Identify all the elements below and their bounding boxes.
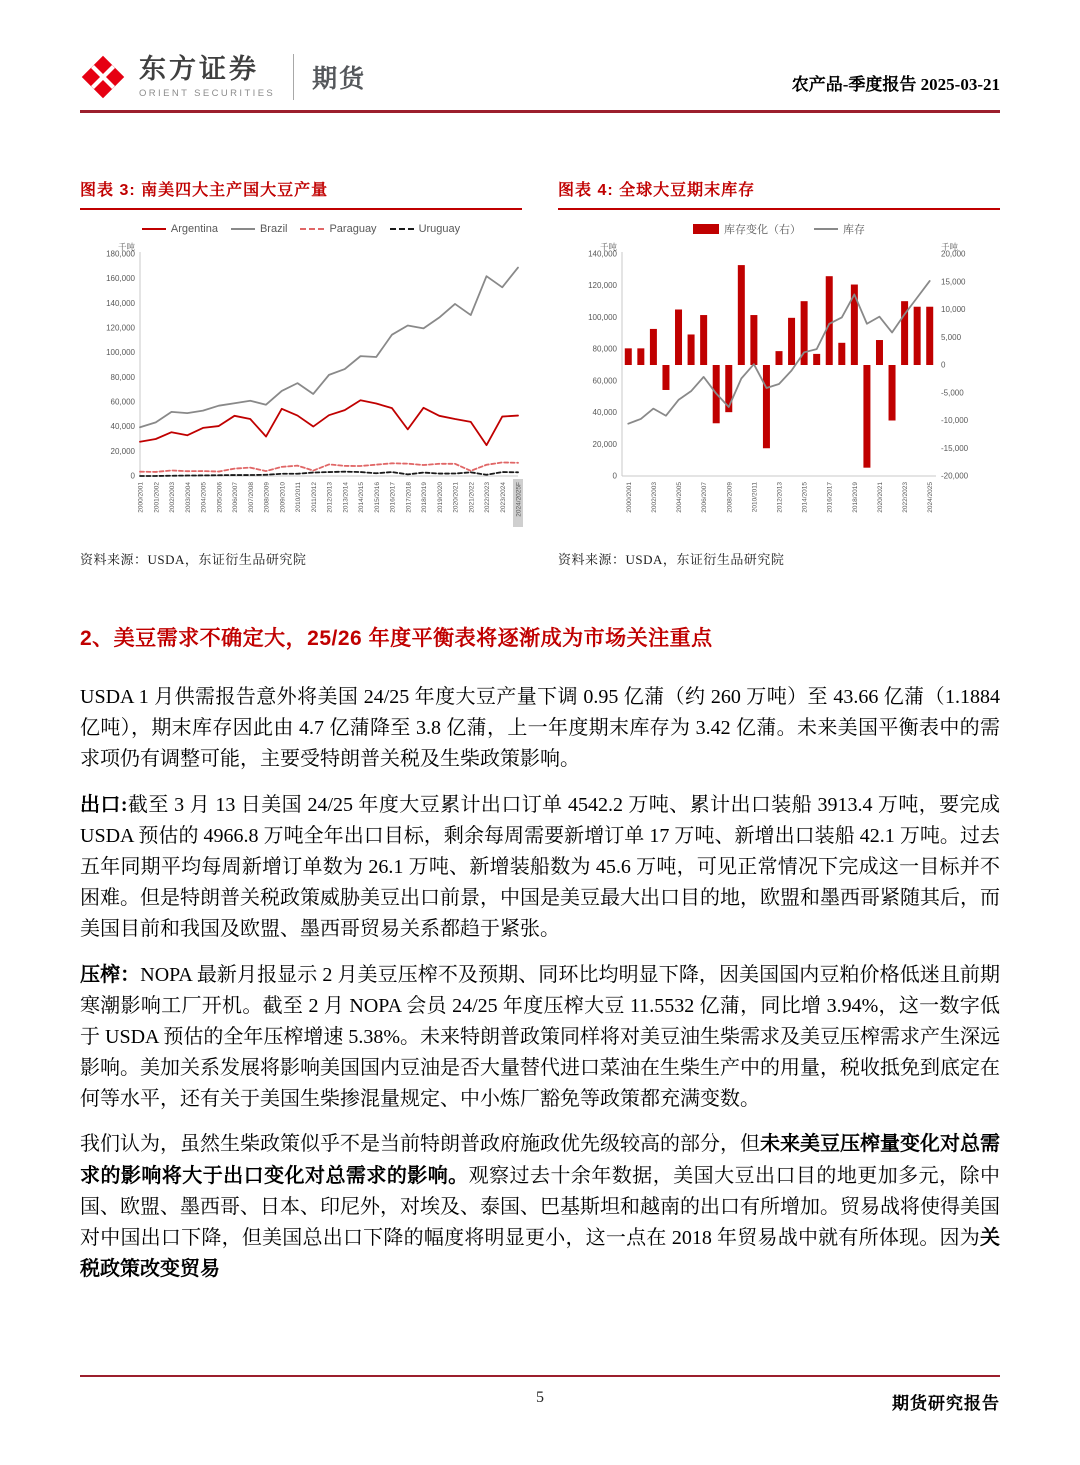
svg-text:60,000: 60,000 — [592, 376, 617, 386]
svg-text:2008/2009: 2008/2009 — [726, 482, 734, 513]
figure-4-source: 资料来源：USDA，东证衍生品研究院 — [558, 552, 785, 567]
svg-text:2021/2022: 2021/2022 — [468, 482, 476, 513]
division-label: 期货 — [312, 65, 367, 93]
legend-item-stock-change — [693, 221, 801, 237]
svg-text:2019/2020: 2019/2020 — [436, 482, 444, 513]
orient-securities-logo-icon — [80, 54, 126, 100]
svg-text:2013/2014: 2013/2014 — [342, 482, 350, 513]
soybean-production-line-chart — [80, 240, 522, 545]
body-text — [80, 682, 1000, 1285]
footer-report-label: 期货研究报告 — [892, 1394, 1000, 1413]
svg-text:2012/2013: 2012/2013 — [326, 482, 334, 513]
svg-text:20,000: 20,000 — [592, 439, 617, 449]
svg-text:2004/2005: 2004/2005 — [200, 482, 208, 513]
brazil-line-swatch-icon — [231, 228, 255, 230]
figure-3 — [80, 177, 522, 568]
report-header — [80, 0, 1000, 100]
svg-text:100,000: 100,000 — [588, 312, 617, 322]
svg-text:2001/2002: 2001/2002 — [153, 482, 161, 513]
svg-text:-20,000: -20,000 — [941, 471, 969, 481]
svg-text:2016/2017: 2016/2017 — [389, 482, 397, 513]
legend-label: 库存 — [843, 224, 865, 236]
svg-text:10,000: 10,000 — [941, 305, 966, 314]
svg-text:2014/2015: 2014/2015 — [801, 482, 809, 513]
svg-text:2000/2001: 2000/2001 — [137, 482, 145, 513]
stock-change-bar-swatch-icon — [693, 224, 719, 234]
svg-text:2018/2019: 2018/2019 — [851, 482, 859, 513]
svg-text:2003/2004: 2003/2004 — [184, 482, 192, 513]
uruguay-dashed-swatch-icon — [390, 228, 414, 230]
header-rule — [80, 110, 1000, 113]
brand-divider — [293, 54, 294, 100]
legend-item-stock — [814, 221, 865, 237]
body-paragraph: 我们认为，虽然生柴政策似乎不是当前特朗普政府施政优先级较高的部分，但未来美豆压榨量变化对总需求的影响将大于出口变化对总需求的影响。观察过去十余年数据，美国大豆出口目的地更加多元，除中国、欧盟、墨西哥、日本、印尼外，对埃及、泰国、巴基斯坦和越南的出口有所增加。贸易战将使得美国对中国出口下降，但美国总出口下降的幅度将明显更小，这一点在 2018 年贸易战中就有所体现。因为关税政策改变贸易 — [80, 1133, 1001, 1281]
figure-3-source: 资料来源：USDA，东证衍生品研究院 — [80, 552, 307, 567]
svg-text:40,000: 40,000 — [110, 422, 135, 432]
svg-text:15,000: 15,000 — [941, 277, 966, 287]
svg-text:2006/2007: 2006/2007 — [701, 482, 709, 513]
svg-text:2023/2024: 2023/2024 — [499, 482, 507, 513]
svg-text:160,000: 160,000 — [106, 274, 135, 284]
report-meta — [792, 70, 1000, 100]
svg-text:2009/2010: 2009/2010 — [279, 482, 287, 513]
svg-text:2006/2007: 2006/2007 — [232, 482, 239, 513]
body-paragraph: 出口:截至 3 月 13 日美国 24/25 年度大豆累计出口订单 4542.2 万吨、累计出口装船 3913.4 万吨，要完成 USDA 预估的 4966.8 万吨全年出口目标，剩余每周需要新增订单 17 万吨、新增出口装船 42.1 万吨。过去五年同期平均每周新增订单数为 26.1 万吨、新增装船数为 45.6 万吨，可见正常情况下完成这一目标并不困难。但是特朗普关税政策威胁美豆出口前景，中国是美豆最大出口目的地，欧盟和墨西哥紧随其后，而美国目前和我国及欧盟、墨西哥贸易关系都趋于紧张。 — [80, 793, 1000, 941]
brand-name-en: ORIENT SECURITIES — [139, 87, 276, 99]
svg-text:2020/2021: 2020/2021 — [452, 482, 460, 513]
paraguay-dashed-swatch-icon — [300, 228, 324, 230]
svg-text:千吨: 千吨 — [117, 242, 135, 252]
legend-item-argentina — [142, 223, 218, 235]
body-paragraph: 压榨：NOPA 最新月报显示 2 月美豆压榨不及预期、同环比均明显下降，因美国国内豆粕价格低迷且前期寒潮影响工厂开机。截至 2 月 NOPA 会员 24/25 年度压榨大豆 11.5532 亿蒲，同比增 3.94%，这一数字低于 USDA 预估的全年压榨增速 5.38%。未来特朗普政策同样将对美豆油生柴需求及美豆压榨需求产生深远影响。美加关系发展将影响美国国内豆油是否大量替代进口菜油在生柴生产中的用量，税收抵免到底定在何等水平，还有关于美国生柴掺混量规定、中小炼厂豁免等政策都充满变数。 — [80, 963, 1001, 1111]
svg-text:20,000: 20,000 — [941, 249, 966, 259]
svg-text:2024/2025: 2024/2025 — [927, 482, 935, 513]
svg-text:千吨: 千吨 — [599, 242, 617, 252]
svg-text:2022/2023: 2022/2023 — [902, 482, 910, 513]
svg-text:2022/2023: 2022/2023 — [484, 482, 491, 513]
svg-text:-10,000: -10,000 — [941, 416, 969, 425]
svg-text:2011/2012: 2011/2012 — [310, 482, 318, 513]
svg-text:0: 0 — [130, 471, 135, 481]
svg-text:2010/2011: 2010/2011 — [751, 482, 759, 513]
svg-text:2012/2013: 2012/2013 — [776, 482, 784, 513]
report-date: 2025-03-21 — [920, 75, 1000, 94]
svg-text:0: 0 — [612, 471, 617, 481]
legend-label: Paraguay — [329, 223, 377, 235]
svg-text:180,000: 180,000 — [106, 249, 135, 259]
svg-text:2014/2015: 2014/2015 — [358, 482, 365, 513]
svg-text:-5,000: -5,000 — [941, 388, 964, 398]
svg-text:2005/2006: 2005/2006 — [216, 482, 224, 513]
svg-text:2020/2021: 2020/2021 — [876, 482, 884, 513]
svg-text:2002/2003: 2002/2003 — [169, 482, 176, 513]
figure-3-title: 图表 3: 南美四大主产国大豆产量 — [80, 177, 522, 210]
svg-text:5,000: 5,000 — [941, 332, 962, 342]
argentina-line-swatch-icon — [142, 228, 166, 230]
figure-3-legend — [80, 220, 522, 238]
global-soybean-ending-stocks-chart — [558, 240, 1000, 545]
legend-label: Brazil — [259, 223, 288, 235]
svg-text:2016/2017: 2016/2017 — [826, 482, 834, 513]
legend-label: Uruguay — [418, 223, 461, 235]
brand-block — [80, 54, 366, 100]
svg-text:2002/2003: 2002/2003 — [650, 482, 658, 513]
legend-label: Argentina — [170, 223, 218, 235]
svg-text:120,000: 120,000 — [588, 281, 617, 291]
svg-text:2000/2001: 2000/2001 — [625, 482, 633, 513]
svg-text:2007/2008: 2007/2008 — [247, 482, 255, 513]
body-paragraph: USDA 1 月供需报告意外将美国 24/25 年度大豆产量下调 0.95 亿蒲（约 260 万吨）至 43.66 亿蒲（1.1884 亿吨），期末库存因此由 4.7 亿蒲降至 3.8 亿蒲，上一年度期末库存为 3.42 亿蒲。未来美国平衡表中的需求项仍有调整可能，主要受特朗普关税及生柴政策影响。 — [80, 686, 1000, 771]
svg-text:2018/2019: 2018/2019 — [421, 482, 428, 513]
figure-4 — [558, 177, 1000, 568]
svg-text:20,000: 20,000 — [110, 446, 135, 456]
svg-text:2024/2025F: 2024/2025F — [515, 482, 523, 517]
svg-text:140,000: 140,000 — [106, 298, 135, 308]
legend-item-paraguay — [300, 223, 376, 235]
svg-text:0: 0 — [941, 360, 946, 370]
page-number: 5 — [536, 1389, 544, 1406]
legend-item-brazil — [231, 223, 288, 235]
svg-text:千吨: 千吨 — [941, 242, 959, 252]
svg-text:2004/2005: 2004/2005 — [676, 482, 684, 513]
legend-label: 库存变化（右） — [724, 224, 801, 236]
svg-text:2010/2011: 2010/2011 — [295, 482, 302, 513]
report-type: 农产品-季度报告 — [791, 75, 917, 94]
report-footer — [80, 1375, 1000, 1415]
section-heading: 2、美豆需求不确定大，25/26 年度平衡表将逐渐成为市场关注重点 — [80, 627, 713, 650]
brand-names — [139, 55, 275, 98]
svg-text:2017/2018: 2017/2018 — [405, 482, 413, 513]
svg-text:140,000: 140,000 — [588, 249, 617, 259]
brand-name-cn: 东方证券 — [139, 54, 259, 85]
svg-text:2008/2009: 2008/2009 — [263, 482, 271, 513]
figure-4-legend — [558, 220, 1000, 238]
stock-line-swatch-icon — [814, 228, 838, 230]
svg-text:-15,000: -15,000 — [941, 443, 969, 453]
svg-text:40,000: 40,000 — [592, 408, 617, 418]
svg-text:120,000: 120,000 — [106, 323, 135, 333]
svg-text:80,000: 80,000 — [110, 372, 135, 382]
legend-item-uruguay — [390, 223, 461, 235]
svg-text:2015/2016: 2015/2016 — [373, 482, 381, 513]
figures-row — [80, 177, 1000, 568]
svg-text:60,000: 60,000 — [110, 397, 135, 407]
svg-text:80,000: 80,000 — [592, 344, 617, 354]
figure-4-title: 图表 4: 全球大豆期末库存 — [558, 177, 1000, 210]
svg-text:100,000: 100,000 — [106, 348, 135, 358]
